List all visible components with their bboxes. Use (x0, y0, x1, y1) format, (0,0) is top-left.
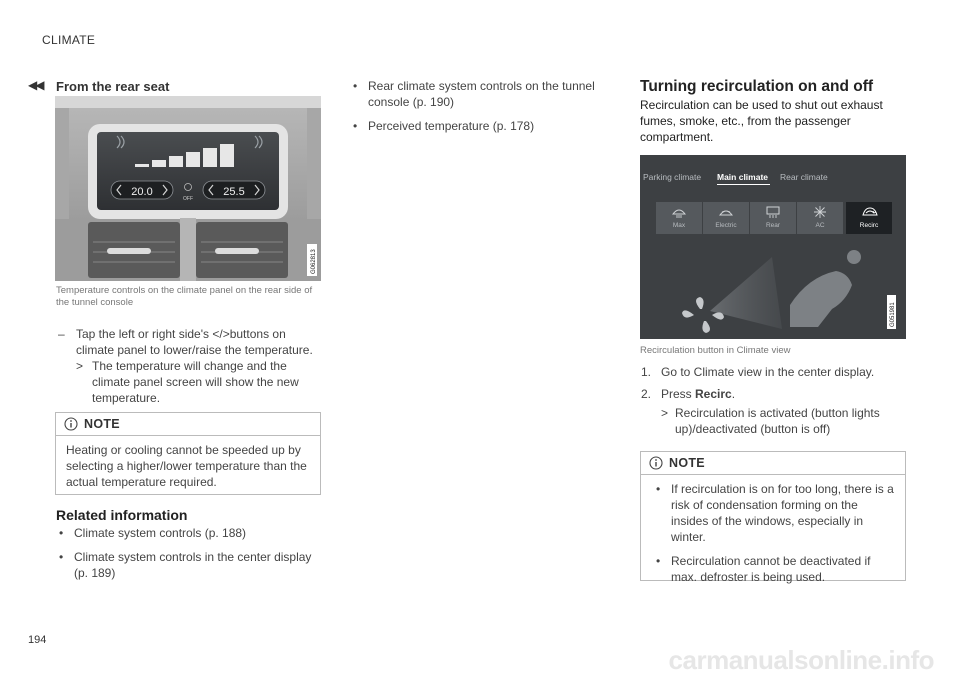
left-temp-readout: 20.0 (131, 186, 153, 198)
chapter-title: CLIMATE (42, 33, 96, 47)
note-header (56, 413, 320, 436)
step-suffix: . (731, 387, 736, 401)
image-caption: Temperature controls on the climate panel on the rear side of the tunnel console (56, 285, 313, 308)
related-link[interactable]: • Rear climate system controls on the tunnel console (p. 190) (352, 78, 602, 110)
note-title: NOTE (669, 456, 705, 470)
section-heading: Turning recirculation on and off (640, 78, 874, 95)
rear-defrost-icon (765, 205, 781, 219)
image-code: G062813 (311, 249, 317, 274)
step-2 (641, 386, 903, 402)
note-title: NOTE (84, 417, 120, 431)
rear-console-image (55, 96, 321, 281)
instruction-result (76, 358, 320, 406)
step-number: 2. (641, 387, 652, 401)
note-box (640, 451, 906, 584)
intro-paragraph: Recirculation can be used to shut out exhaust fumes, smoke, etc., from the passenger compartment. (640, 98, 883, 144)
rear-defrost-button[interactable] (750, 202, 796, 234)
step-text: Go to Climate view in the center display. (661, 365, 875, 379)
note-body (641, 475, 905, 593)
airflow-illustration (640, 243, 906, 339)
note-item: • Recirculation cannot be deactivated if max. defroster is being used. (655, 553, 895, 585)
electric-defrost-button[interactable] (703, 202, 749, 234)
image-code: G051981 (890, 302, 896, 327)
result-text: Recirculation is activated (button lights up)/deactivated (button is off) (675, 406, 880, 436)
image-caption: Recirculation button in Climate view (640, 345, 791, 356)
related-link[interactable]: • Climate system controls (p. 188) (58, 525, 320, 541)
tab-rear-climate[interactable]: Rear climate (780, 172, 828, 182)
related-list (58, 525, 320, 589)
watermark: carmanualsonline.info (668, 645, 934, 675)
note-box (55, 412, 321, 495)
result-marker: > (76, 359, 84, 373)
note-item: • If recirculation is on for too long, there is a risk of condensation forming on the insides of the windows, especially in winter. (655, 481, 895, 545)
procedure (641, 364, 903, 437)
electric-defrost-label: Electric (715, 222, 737, 229)
step-prefix: Press (661, 387, 696, 401)
related-list-continued (352, 78, 602, 142)
note-text: Heating or cooling cannot be speeded up by selecting a higher/lower temperature than the actual temperature required. (66, 443, 307, 489)
note-list (651, 481, 895, 585)
dash-marker: – (58, 327, 65, 341)
result-marker: > (661, 406, 669, 420)
max-defrost-label: Max (672, 222, 686, 229)
recirc-button[interactable] (846, 202, 892, 234)
max-defrost-icon (671, 205, 687, 219)
rear-defrost-label: Rear (765, 222, 781, 229)
step-1 (641, 364, 903, 380)
tab-main-climate[interactable]: Main climate (717, 172, 769, 182)
tab-parking-climate[interactable]: Parking climate (643, 172, 702, 182)
ac-label: AC (815, 222, 825, 229)
step-result (641, 405, 903, 437)
recirculation-icon (861, 205, 879, 219)
instruction-step (58, 326, 320, 358)
max-defrost-button[interactable] (656, 202, 702, 234)
section-subheading: From the rear seat (56, 79, 170, 94)
rear-console-illustration (55, 96, 321, 281)
instruction-text: Tap the left or right side's </>buttons on climate panel to lower/raise the temperature. (76, 327, 313, 357)
electric-defrost-icon (718, 205, 734, 219)
related-link[interactable]: • Perceived temperature (p. 178) (352, 118, 602, 134)
related-link[interactable]: • Climate system controls in the center display (p. 189) (58, 549, 320, 581)
result-text: The temperature will change and the climate panel screen will show the new temperature. (92, 359, 299, 405)
info-icon (64, 417, 78, 431)
step-text (661, 386, 735, 402)
recirc-keyword: Recirc (695, 387, 732, 401)
ac-button[interactable] (797, 202, 843, 234)
continued-marker: ◀◀ (28, 78, 43, 92)
recirc-label: Recirc (859, 222, 879, 229)
note-header (641, 452, 905, 475)
related-heading: Related information (56, 507, 188, 523)
fan-icon (682, 297, 724, 333)
info-icon (649, 456, 663, 470)
right-temp-readout: 25.5 (223, 186, 245, 198)
active-tab-underline (717, 184, 770, 185)
ac-icon (812, 205, 828, 219)
page-number: 194 (28, 634, 47, 646)
climate-view-screenshot (640, 155, 906, 339)
fan-state-readout: OFF (183, 196, 193, 202)
step-number: 1. (641, 365, 652, 379)
